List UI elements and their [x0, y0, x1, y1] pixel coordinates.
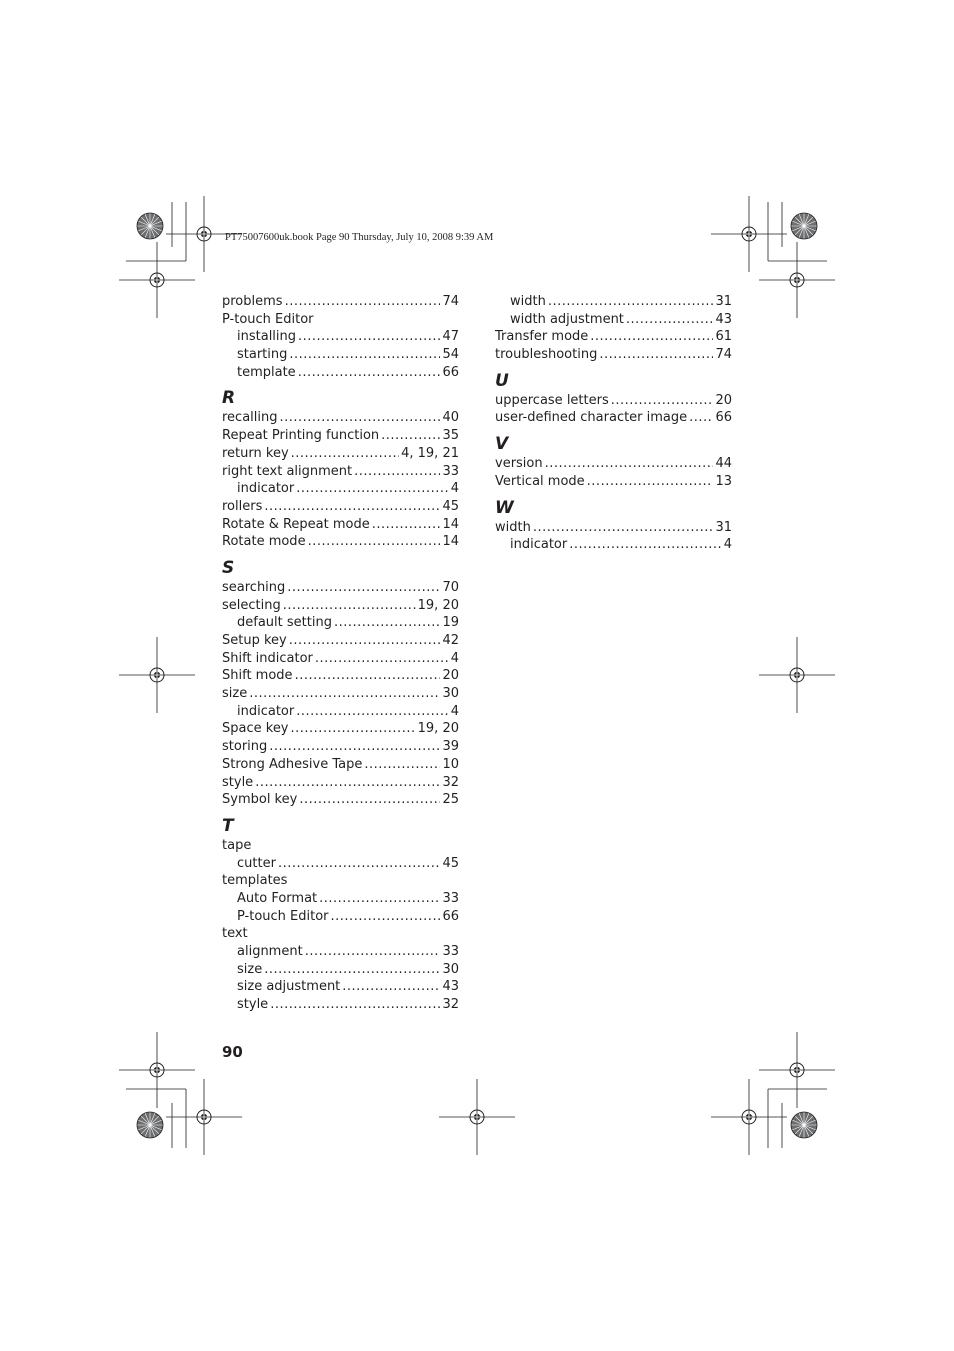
index-entry	[222, 667, 459, 685]
page-reference: 30	[442, 961, 459, 977]
dot-leader	[249, 685, 440, 703]
starburst-target-icon	[791, 1112, 817, 1138]
index-letter-u: U	[495, 370, 509, 391]
index-term: storing	[222, 739, 268, 755]
page-reference: 14	[442, 534, 459, 550]
index-subentry	[222, 480, 459, 498]
index-letter-w: W	[495, 497, 514, 518]
dot-leader	[548, 293, 714, 311]
index-term: selecting	[222, 597, 281, 613]
crosshair-registration-icon	[439, 1079, 515, 1155]
dot-leader	[319, 890, 440, 908]
dot-leader	[285, 293, 441, 311]
index-entry	[222, 791, 459, 809]
index-term: Rotate & Repeat mode	[222, 516, 370, 532]
index-group-u	[495, 392, 732, 427]
page-reference: 66	[715, 410, 732, 426]
dot-leader	[381, 427, 440, 445]
page-reference: 47	[442, 329, 459, 345]
index-entry	[222, 837, 459, 855]
index-term: Shift indicator	[222, 650, 313, 666]
index-term: Vertical mode	[495, 473, 585, 489]
dot-leader	[372, 516, 441, 534]
dot-leader	[299, 791, 440, 809]
page-reference: 33	[442, 463, 459, 479]
index-subentry	[222, 996, 459, 1014]
index-term: user-defined character image	[495, 410, 688, 426]
index-subentry	[222, 943, 459, 961]
index-term: P-touch Editor	[222, 311, 314, 327]
index-term: recalling	[222, 410, 278, 426]
index-group-s	[222, 579, 459, 809]
dot-leader	[270, 996, 440, 1014]
dot-leader	[364, 756, 440, 774]
index-entry	[222, 925, 459, 943]
index-entry	[222, 597, 459, 615]
index-entry	[222, 293, 459, 311]
dot-leader	[283, 597, 416, 615]
index-term: size adjustment	[237, 979, 341, 995]
page-reference: 39	[442, 739, 459, 755]
index-entry	[222, 756, 459, 774]
index-subentry	[222, 978, 459, 996]
index-term: indicator	[237, 703, 295, 719]
page-reference: 31	[715, 519, 732, 535]
index-term: rollers	[222, 498, 263, 514]
index-subentry	[222, 890, 459, 908]
dot-leader	[298, 328, 440, 346]
index-entry	[495, 346, 732, 364]
dot-leader	[569, 536, 721, 554]
dot-leader	[331, 908, 441, 926]
dot-leader	[308, 533, 441, 551]
index-entry	[222, 533, 459, 551]
index-entry	[222, 685, 459, 703]
index-term: style	[222, 774, 254, 790]
index-term: Transfer mode	[495, 329, 589, 345]
page-reference: 70	[442, 579, 459, 595]
index-term: size	[237, 961, 263, 977]
page-reference: 25	[442, 792, 459, 808]
index-subentry	[495, 293, 732, 311]
dot-leader	[295, 667, 441, 685]
index-entry	[495, 473, 732, 491]
page-reference: 4	[723, 537, 732, 553]
index-subentry	[495, 311, 732, 329]
crosshair-registration-icon	[119, 242, 195, 318]
dot-leader	[590, 328, 713, 346]
index-term: style	[237, 997, 269, 1013]
index-entry	[222, 872, 459, 890]
index-subentry	[495, 536, 732, 554]
page-reference: 30	[442, 686, 459, 702]
index-entry	[495, 328, 732, 346]
page-reference: 43	[715, 311, 732, 327]
page-reference: 4	[450, 650, 459, 666]
index-entry	[222, 650, 459, 668]
crosshair-registration-icon	[119, 637, 195, 713]
dot-leader	[334, 614, 441, 632]
index-term: version	[495, 456, 543, 472]
index-term: searching	[222, 579, 286, 595]
dot-leader	[278, 855, 441, 873]
index-letter-r: R	[222, 388, 236, 409]
index-column-right	[495, 293, 732, 554]
index-subentry	[222, 908, 459, 926]
index-entry	[222, 774, 459, 792]
page-reference: 33	[442, 944, 459, 959]
page-reference: 66	[442, 908, 459, 924]
index-subentry	[222, 703, 459, 721]
index-letter-s: S	[222, 557, 235, 578]
starburst-target-icon	[137, 1112, 163, 1138]
dot-leader	[287, 579, 440, 597]
book-header: PT75007600uk.book Page 90 Thursday, July 10, 2008 9:39 AM	[225, 232, 494, 243]
index-entry	[495, 392, 732, 410]
index-entry	[222, 720, 459, 738]
index-entry	[222, 427, 459, 445]
index-subentry	[222, 364, 459, 382]
index-group-p	[222, 293, 459, 381]
crosshair-registration-icon	[119, 1032, 195, 1108]
starburst-target-icon	[791, 213, 817, 239]
index-group-t-continued	[495, 293, 732, 364]
index-term: cutter	[237, 855, 276, 871]
page-reference: 33	[442, 890, 459, 906]
dot-leader	[289, 346, 440, 364]
page-reference: 35	[442, 428, 459, 444]
index-term: Symbol key	[222, 792, 298, 808]
dot-leader	[354, 463, 440, 481]
index-term: indicator	[237, 481, 295, 497]
dot-leader	[689, 409, 713, 427]
page-reference: 4, 19, 21	[401, 445, 459, 461]
index-term: installing	[237, 329, 297, 345]
dot-leader	[545, 455, 714, 473]
dot-leader	[264, 498, 440, 516]
index-entry	[495, 455, 732, 473]
page-reference: 43	[442, 979, 459, 995]
starburst-target-icon	[137, 213, 163, 239]
index-term: P-touch Editor	[237, 908, 329, 924]
index-term: text	[222, 926, 248, 942]
index-group-w	[495, 519, 732, 554]
dot-leader	[315, 650, 449, 668]
page-reference: 4	[450, 703, 459, 719]
index-letter-t: T	[222, 815, 234, 836]
index-term: width	[495, 519, 531, 535]
index-term: Auto Format	[237, 890, 318, 906]
page-reference: 20	[715, 392, 732, 408]
index-letter-v: V	[495, 434, 509, 455]
dot-leader	[298, 364, 441, 382]
page-reference: 40	[442, 410, 459, 426]
index-entry	[222, 738, 459, 756]
index-entry	[495, 519, 732, 537]
index-entry	[222, 498, 459, 516]
dot-leader	[533, 519, 714, 537]
dot-leader	[269, 738, 440, 756]
index-subentry	[222, 961, 459, 979]
index-entry	[222, 311, 459, 329]
dot-leader	[305, 943, 441, 961]
dot-leader	[291, 720, 416, 738]
dot-leader	[264, 961, 440, 979]
page-number: 90	[222, 1043, 243, 1061]
page-reference: 61	[715, 329, 732, 345]
page-reference: 74	[442, 294, 459, 309]
index-term: uppercase letters	[495, 392, 609, 408]
index-entry	[222, 445, 459, 463]
index-term: templates	[222, 873, 288, 889]
page-reference: 74	[715, 347, 732, 363]
index-term: Rotate mode	[222, 534, 306, 550]
index-subentry	[222, 346, 459, 364]
page-reference: 32	[442, 774, 459, 790]
dot-leader	[255, 774, 440, 792]
page-reference: 20	[442, 668, 459, 684]
page-reference: 13	[715, 473, 732, 489]
index-subentry	[222, 855, 459, 873]
index-term: problems	[222, 294, 283, 309]
index-term: indicator	[510, 537, 568, 553]
page-reference: 42	[442, 633, 459, 648]
page-reference: 44	[715, 456, 732, 472]
index-entry	[222, 463, 459, 481]
index-term: return key	[222, 445, 289, 461]
index-entry	[222, 579, 459, 597]
dot-leader	[611, 392, 714, 410]
index-subentry	[222, 328, 459, 346]
index-term: Repeat Printing function	[222, 428, 380, 444]
crosshair-registration-icon	[166, 1079, 242, 1155]
page-reference: 45	[442, 855, 459, 871]
index-term: troubleshooting	[495, 347, 598, 363]
dot-leader	[296, 703, 448, 721]
index-term: right text alignment	[222, 463, 353, 479]
page-reference: 4	[450, 481, 459, 497]
dot-leader	[280, 409, 441, 427]
page-reference: 31	[715, 294, 732, 309]
index-subentry	[222, 614, 459, 632]
index-term: width adjustment	[510, 311, 624, 327]
index-group-t	[222, 837, 459, 1014]
index-column-left	[222, 293, 459, 1014]
index-term: starting	[237, 347, 288, 363]
page-reference: 14	[442, 516, 459, 532]
index-term: Setup key	[222, 633, 287, 648]
index-entry	[222, 632, 459, 650]
page-reference: 66	[442, 364, 459, 380]
page-reference: 19	[442, 615, 459, 631]
page-reference: 19, 20	[417, 721, 459, 737]
dot-leader	[599, 346, 713, 364]
index-term: size	[222, 686, 248, 702]
index-term: width	[510, 294, 546, 309]
index-term: tape	[222, 837, 252, 853]
crosshair-registration-icon	[759, 242, 835, 318]
index-term: Space key	[222, 721, 289, 737]
crosshair-registration-icon	[759, 1032, 835, 1108]
dot-leader	[291, 445, 399, 463]
index-group-v	[495, 455, 732, 490]
index-entry	[222, 516, 459, 534]
page-reference: 45	[442, 498, 459, 514]
dot-leader	[587, 473, 714, 491]
page-reference: 54	[442, 347, 459, 363]
page-reference: 19, 20	[417, 597, 459, 613]
index-entry	[222, 409, 459, 427]
page-reference: 10	[442, 756, 459, 772]
index-term: Shift mode	[222, 668, 293, 684]
dot-leader	[626, 311, 714, 329]
page-reference: 32	[442, 997, 459, 1013]
index-entry	[495, 409, 732, 427]
index-term: Strong Adhesive Tape	[222, 756, 363, 772]
index-term: default setting	[237, 615, 332, 631]
index-term: template	[237, 364, 296, 380]
crosshair-registration-icon	[759, 637, 835, 713]
dot-leader	[296, 480, 448, 498]
dot-leader	[289, 632, 441, 650]
crosshair-registration-icon	[711, 1079, 787, 1155]
dot-leader	[342, 978, 440, 996]
index-group-r	[222, 409, 459, 551]
index-term: alignment	[237, 944, 303, 959]
